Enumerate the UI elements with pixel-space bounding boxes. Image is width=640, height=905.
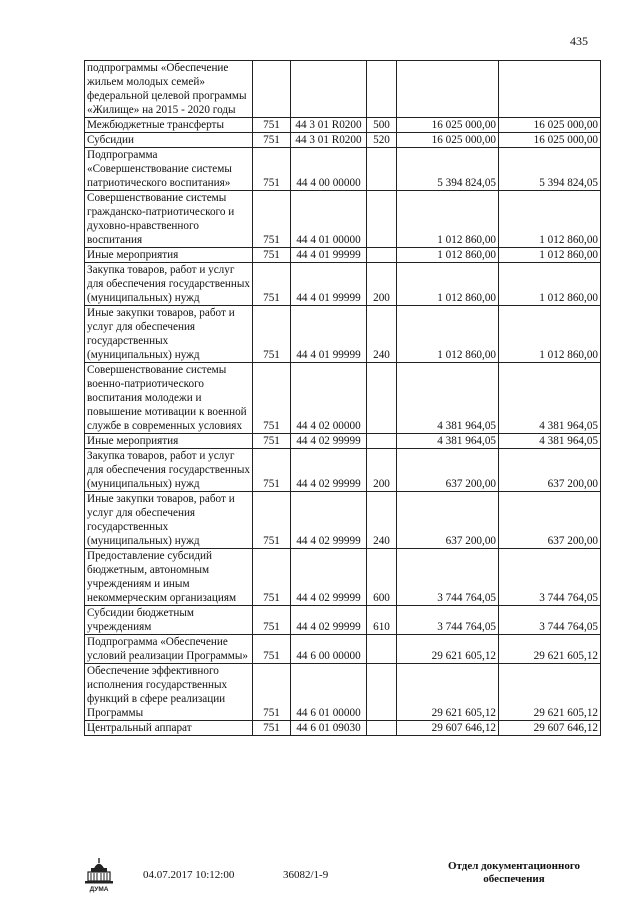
cell-name: Совершенствование системы военно-патриотического воспитания молодежи и повышение мотивации к военной службе в современных условиях bbox=[85, 363, 253, 434]
cell-sum2: 1 012 860,00 bbox=[499, 191, 601, 248]
cell-name: Иные мероприятия bbox=[85, 434, 253, 449]
cell-sum1: 4 381 964,05 bbox=[397, 363, 499, 434]
page-footer bbox=[0, 860, 640, 900]
cell-vr: 240 bbox=[367, 306, 397, 363]
cell-name: Предоставление субсидий бюджетным, автономным учреждениям и иным некоммерческим организациям bbox=[85, 549, 253, 606]
cell-sum2: 29 607 646,12 bbox=[499, 721, 601, 736]
cell-name: Совершенствование системы гражданско-патриотического и духовно-нравственного воспитания bbox=[85, 191, 253, 248]
cell-kcsr: 44 4 00 00000 bbox=[291, 148, 367, 191]
cell-kcsr: 44 6 00 00000 bbox=[291, 635, 367, 664]
cell-sum2: 1 012 860,00 bbox=[499, 306, 601, 363]
cell-kcsr: 44 4 02 99999 bbox=[291, 606, 367, 635]
cell-vr: 500 bbox=[367, 118, 397, 133]
cell-ved: 751 bbox=[253, 721, 291, 736]
cell-vr bbox=[367, 721, 397, 736]
footer-doc-number: 36082/1-9 bbox=[283, 869, 329, 881]
cell-ved: 751 bbox=[253, 148, 291, 191]
table-row bbox=[85, 492, 601, 549]
cell-kcsr: 44 3 01 R0200 bbox=[291, 118, 367, 133]
table-row bbox=[85, 549, 601, 606]
cell-name: Закупка товаров, работ и услуг для обеспечения государственных (муниципальных) нужд bbox=[85, 449, 253, 492]
cell-vr: 240 bbox=[367, 492, 397, 549]
cell-sum2 bbox=[499, 61, 601, 118]
table-row bbox=[85, 721, 601, 736]
cell-name: подпрограммы «Обеспечение жильем молодых семей» федеральной целевой программы «Жилище» на 2015 - 2020 годы bbox=[85, 61, 253, 118]
cell-sum1: 3 744 764,05 bbox=[397, 549, 499, 606]
cell-sum2: 637 200,00 bbox=[499, 449, 601, 492]
cell-sum1: 4 381 964,05 bbox=[397, 434, 499, 449]
cell-vr bbox=[367, 191, 397, 248]
table-row bbox=[85, 664, 601, 721]
footer-date: 04.07.2017 10:12:00 bbox=[143, 869, 235, 881]
cell-sum1: 29 607 646,12 bbox=[397, 721, 499, 736]
cell-kcsr: 44 3 01 R0200 bbox=[291, 133, 367, 148]
table-row bbox=[85, 263, 601, 306]
cell-name: Иные закупки товаров, работ и услуг для обеспечения государственных (муниципальных) нужд bbox=[85, 306, 253, 363]
cell-ved: 751 bbox=[253, 363, 291, 434]
table-row bbox=[85, 133, 601, 148]
table-row bbox=[85, 635, 601, 664]
cell-sum2: 4 381 964,05 bbox=[499, 434, 601, 449]
cell-name: Подпрограмма «Совершенствование системы патриотического воспитания» bbox=[85, 148, 253, 191]
footer-department-line1: Отдел документационного bbox=[447, 860, 581, 872]
table-row bbox=[85, 248, 601, 263]
cell-sum1: 5 394 824,05 bbox=[397, 148, 499, 191]
page-number: 435 bbox=[570, 34, 588, 48]
cell-ved: 751 bbox=[253, 434, 291, 449]
cell-sum1: 637 200,00 bbox=[397, 492, 499, 549]
footer-department-line2: обеспечения bbox=[483, 873, 545, 885]
cell-name: Субсидии bbox=[85, 133, 253, 148]
cell-sum1: 1 012 860,00 bbox=[397, 191, 499, 248]
cell-vr: 520 bbox=[367, 133, 397, 148]
cell-ved: 751 bbox=[253, 635, 291, 664]
table-row bbox=[85, 306, 601, 363]
cell-name: Центральный аппарат bbox=[85, 721, 253, 736]
cell-sum2: 3 744 764,05 bbox=[499, 549, 601, 606]
cell-ved: 751 bbox=[253, 449, 291, 492]
cell-sum1: 16 025 000,00 bbox=[397, 133, 499, 148]
cell-kcsr: 44 4 01 99999 bbox=[291, 263, 367, 306]
cell-vr bbox=[367, 635, 397, 664]
cell-ved: 751 bbox=[253, 191, 291, 248]
cell-kcsr: 44 4 01 99999 bbox=[291, 306, 367, 363]
cell-name: Закупка товаров, работ и услуг для обеспечения государственных (муниципальных) нужд bbox=[85, 263, 253, 306]
cell-name: Иные закупки товаров, работ и услуг для обеспечения государственных (муниципальных) нужд bbox=[85, 492, 253, 549]
cell-ved: 751 bbox=[253, 133, 291, 148]
cell-ved: 751 bbox=[253, 664, 291, 721]
cell-ved: 751 bbox=[253, 118, 291, 133]
cell-name: Подпрограмма «Обеспечение условий реализации Программы» bbox=[85, 635, 253, 664]
logo-text: ДУМА bbox=[89, 886, 109, 893]
cell-ved: 751 bbox=[253, 306, 291, 363]
cell-vr bbox=[367, 148, 397, 191]
cell-name: Иные мероприятия bbox=[85, 248, 253, 263]
cell-sum2: 4 381 964,05 bbox=[499, 363, 601, 434]
cell-sum2: 16 025 000,00 bbox=[499, 118, 601, 133]
cell-ved: 751 bbox=[253, 263, 291, 306]
cell-kcsr: 44 6 01 00000 bbox=[291, 664, 367, 721]
footer-department bbox=[434, 860, 594, 886]
cell-kcsr: 44 4 02 99999 bbox=[291, 434, 367, 449]
cell-sum2: 1 012 860,00 bbox=[499, 248, 601, 263]
cell-kcsr: 44 4 02 99999 bbox=[291, 549, 367, 606]
table-row bbox=[85, 191, 601, 248]
cell-ved: 751 bbox=[253, 248, 291, 263]
cell-vr: 200 bbox=[367, 449, 397, 492]
cell-sum1: 29 621 605,12 bbox=[397, 635, 499, 664]
table-row bbox=[85, 434, 601, 449]
cell-kcsr: 44 4 02 00000 bbox=[291, 363, 367, 434]
cell-sum2: 29 621 605,12 bbox=[499, 664, 601, 721]
cell-vr bbox=[367, 61, 397, 118]
cell-sum2: 29 621 605,12 bbox=[499, 635, 601, 664]
cell-kcsr: 44 4 02 99999 bbox=[291, 492, 367, 549]
cell-vr: 610 bbox=[367, 606, 397, 635]
table-row bbox=[85, 148, 601, 191]
cell-sum1: 1 012 860,00 bbox=[397, 263, 499, 306]
cell-sum2: 5 394 824,05 bbox=[499, 148, 601, 191]
cell-sum2: 1 012 860,00 bbox=[499, 263, 601, 306]
cell-name: Межбюджетные трансферты bbox=[85, 118, 253, 133]
table-row bbox=[85, 61, 601, 118]
cell-kcsr bbox=[291, 61, 367, 118]
cell-sum1: 1 012 860,00 bbox=[397, 306, 499, 363]
cell-ved: 751 bbox=[253, 549, 291, 606]
cell-sum1: 29 621 605,12 bbox=[397, 664, 499, 721]
cell-vr bbox=[367, 363, 397, 434]
cell-ved: 751 bbox=[253, 606, 291, 635]
cell-sum1: 637 200,00 bbox=[397, 449, 499, 492]
duma-logo-icon bbox=[82, 856, 116, 894]
cell-sum2: 637 200,00 bbox=[499, 492, 601, 549]
budget-table bbox=[84, 60, 601, 736]
cell-sum1 bbox=[397, 61, 499, 118]
cell-ved: 751 bbox=[253, 492, 291, 549]
cell-kcsr: 44 4 02 99999 bbox=[291, 449, 367, 492]
cell-ved bbox=[253, 61, 291, 118]
cell-vr: 200 bbox=[367, 263, 397, 306]
cell-kcsr: 44 4 01 00000 bbox=[291, 191, 367, 248]
cell-kcsr: 44 6 01 09030 bbox=[291, 721, 367, 736]
cell-vr bbox=[367, 248, 397, 263]
table-row bbox=[85, 606, 601, 635]
cell-vr bbox=[367, 664, 397, 721]
cell-vr: 600 bbox=[367, 549, 397, 606]
table-row bbox=[85, 118, 601, 133]
cell-sum1: 16 025 000,00 bbox=[397, 118, 499, 133]
cell-name: Обеспечение эффективного исполнения государственных функций в сфере реализации Программы bbox=[85, 664, 253, 721]
table-row bbox=[85, 363, 601, 434]
cell-sum1: 3 744 764,05 bbox=[397, 606, 499, 635]
cell-name: Субсидии бюджетным учреждениям bbox=[85, 606, 253, 635]
cell-sum1: 1 012 860,00 bbox=[397, 248, 499, 263]
cell-kcsr: 44 4 01 99999 bbox=[291, 248, 367, 263]
cell-sum2: 16 025 000,00 bbox=[499, 133, 601, 148]
cell-sum2: 3 744 764,05 bbox=[499, 606, 601, 635]
table-row bbox=[85, 449, 601, 492]
budget-table-body bbox=[85, 61, 601, 736]
cell-vr bbox=[367, 434, 397, 449]
